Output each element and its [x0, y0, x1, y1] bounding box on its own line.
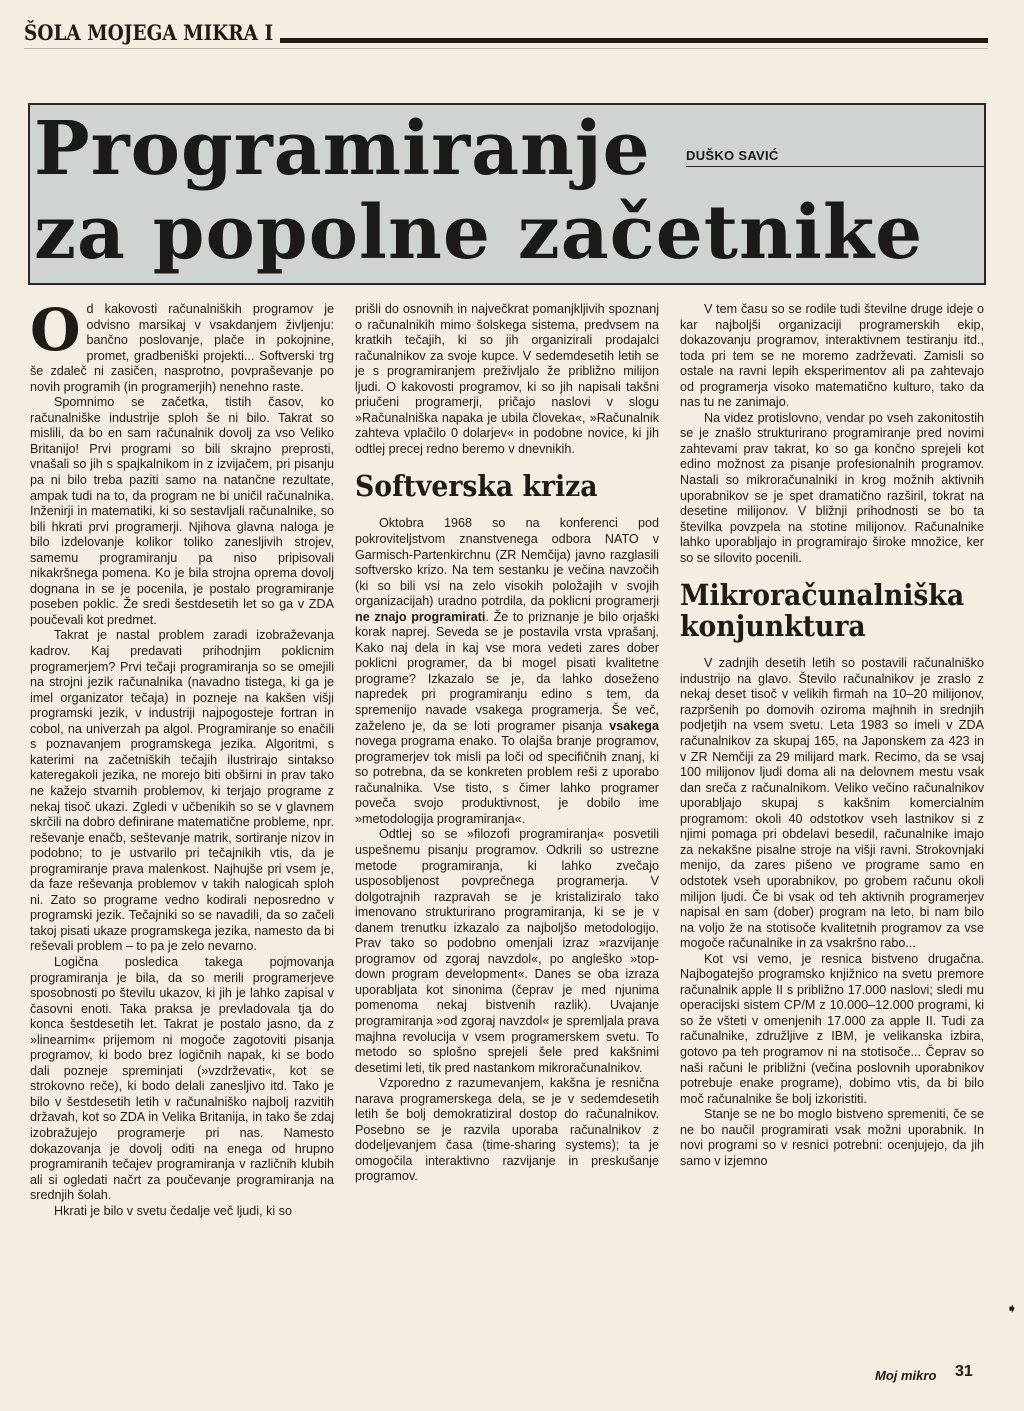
section-heading: Mikroračunalniška konjunktura: [680, 578, 965, 644]
emphasis: ne znajo programirati: [355, 609, 486, 624]
paragraph: Hkrati je bilo v svetu čedalje več ljudi, ki so: [54, 1203, 292, 1218]
column-2: [355, 302, 659, 1185]
series-title: ŠOLA MOJEGA MIKRA I: [24, 20, 274, 45]
paragraph: Logična posledica takega pojmovanja programiranja je bila, da so merili programerjeve sposobnosti po številu ukazov, ki jih je lahko zapisal v časovni enoti. Taka praksa je prevladovala tja do konca šestdesetih let. Takrat je postalo jasno, da z »linearnim« prijemom ni mogoče zagotoviti pisanja programov, ki bodo brez logičnih napak, ki se bodo dali pozneje spreminjati (»vzdrževati«, kot se strokovno reče), ki bodo delali zanesljivo itd. Tako je bilo v šestdesetih letih v računalniško najbolj razvitih državah, kot so ZDA in Velika Britanija, in tako še zdaj izobražujejo programerje pri nas. Namesto dokazovanja je dovolj oditi na enega od hrupno programiranih tečajev programiranja v različnih klubih ali si ogledati načrt za poučevanje programiranja na srednjih šolah.: [30, 954, 334, 1203]
paragraph-text: novega programa enako. To olajša branje programov, programerjev tok misli pa loči od specifičnih znanj, ki so potrebna, da se konkreten problem reši z uporabo računalnika. Vse tisto, s čimer lahko programer poveča svojo produktivnost, je dobilo ime »metodologija programiranja«.: [355, 734, 659, 826]
paragraph-text: d kakovosti računalniških programov je odvisno marsikaj v vsakdanjem življenju: bančno poslovanje, plače in pokojnine, promet, gradbeniški projekti... Softverski trg še zdaleč ni zasičen, nasprotno, povpraševanje po novih programih (in programerjih) nenehno raste.: [30, 302, 334, 394]
continue-arrow-icon: ➧: [1006, 1300, 1018, 1316]
paragraph: Vzporedno z razumevanjem, kakšna je resnična narava programerskega dela, se je v sedemdesetih letih še bolj demokratiziral dostop do računalnikov. Posebno se je razvila uporaba računalnikov z dodeljevanjem časa (time-sharing systems); ta je omogočila interaktivno razvijanje in preskušanje programov.: [355, 1076, 659, 1184]
author-rule: [686, 166, 986, 167]
paragraph-text: Oktobra 1968 so na konferenci pod pokroviteljstvom znanstvenega odbora NATO v Garmisch-Partenkirchnu (ZR Nemčija) javno razglasili softversko krizo. Na tem sestanku je večina navzočih (ki so bili vsi na zelo visokih položajih v svojih organizacijah) uradno potrdila, da poklicni programerji: [355, 516, 659, 609]
paragraph: Kot vsi vemo, je resnica bistveno drugačna. Najbogatejšo programsko knjižnico na svetu premore računalnik apple II s približno 17.000 naslovi; sledi mu operacijski sistem CP/M z 10.000–12.000 programi, ki so že všteti v omenjenih 17.000 za apple II. Tudi za računalnike, združljive z IBM, je velikanska izbira, gotovo pa teh programov ni na stotisoče... Čeprav so naši računi le približni (večina poslovnih uporabnikov potrebuje enake programe), dobimo vtis, da bi bilo moč računalnike še bolj izkoristiti.: [680, 951, 984, 1106]
paragraph: prišli do osnovnih in največkrat pomanjkljivih spoznanj o računalnikih mimo šolskega sistema, predvsem na kratkih tečajih, ki so jih organizirali prodajalci računalnikov za svoje kupce. V sedemdesetih letih se je s programiranjem preživljalo že približno milijon ljudi. O kakovosti programov, ki so jih napisali takšni priučeni programerji, pričajo naslovi v slogu »Računalniška napaka je ubila človeka«, »Računalnik zahteva vplačilo 0 dolarjev« in podobne novice, ki jih odtlej precej redno beremo v dnevnikih.: [355, 302, 659, 456]
paragraph: Stanje se ne bo moglo bistveno spremeniti, če se ne bo naučil programirati vsak možni uporabnik. In novi programi so v resnici potrebni: ocenjujejo, da jih samo v izjemno: [680, 1107, 984, 1168]
paragraph: V tem času so se rodile tudi številne druge ideje o kar najboljši organizaciji programerskih ekip, dokazovanju programov, interaktivnem testiranju itd., toda pri tem se ne moremo zadrževati. Zamisli so ostale na ravni lepih eksperimentov ali pa zahtevajo od programerja visoko matematično kulturo, tako da nas tu ne zanimajo.: [680, 302, 984, 410]
drop-cap: O: [30, 296, 81, 364]
paragraph: Spomnimo se začetka, tistih časov, ko računalniške industrije sploh še ni bilo. Takrat so mislili, da bo en sam računalnik dovolj za vso Veliko Britanijo! Prvi programi so bili skrajno preprosti, vnašali so jih s spajkalnikom in z izvijačem, pri pisanju pa ni bilo treba paziti samo na natančne rezultate, ampak tudi na to, da program ne bi uničil računalnika. Inženirji in matematiki, ki so sestavljali računalnike, so bili hkrati prvi programerji. Njihova glavna naloga je bilo izdelovanje kolikor toliko zanesljivih strojev, samemu programiranju pa niso pripisovali nikakršnega pomena. Ko je bila strojna oprema dovolj dognana in se je pocenila, je postalo programiranje poseben poklic. Že sredi šestdesetih let so ga v ZDA poučevali kot predmet.: [30, 395, 334, 627]
column-1: [30, 296, 334, 1219]
paragraph-text: . Že to priznanje je bilo orjaški korak naprej. Seveda se je postavila vrsta vprašanj. Kako naj dela in kaj vse mora vedeti zares dober poklicni programer, da bi mogel pisati kvalitetne programe? Izkazalo se je, da lahko doseženo napredek pri programiranju edino s tem, da spremenijo navade vsakega programerja. Še več, zaželeno je, da se loti programer pisanja: [355, 609, 659, 733]
emphasis: vsakega: [609, 718, 659, 733]
paragraph: [355, 516, 659, 827]
paragraph: V zadnjih desetih letih so postavili računalniško industrijo na glavo. Število računalnikov je zraslo z nekaj deset tisoč v velikih firmah na 10–20 milijonov, razpršenih po domovih oziroma majhnih in srednjih podjetjih na vsem svetu. Leta 1983 so imeli v ZDA računalnikov za skupaj 165, na Japonskem za 423 in v ZR Nemčiji za 29 milijard mark. Recimo, da se vsaj 100 milijonov ljudi doma ali na delovnem mestu vsak dan sreča z računalnikom. Veliko večino računalnikov uporabljajo skupaj s kakšnim komercialnim programom: okoli 40 odstotkov vseh lastnikov si z njimi pomaga pri obdelavi besedil, računalnike imajo za nekakšne pisalne stroje na višji ravni. Strokovnjaki menijo, da zares pišeno ve programe samo en odstotek vseh uporabnikov, po grobem računu okoli milijon ljudi. Če bi vsak od teh aktivnih programerjev napisal en sam (dober) program na leto, bi nam bilo na voljo že na stotisoče kvalitetnih programov za vse mogoče računalnike in za vsakršno rabo...: [680, 656, 984, 951]
paragraph: Takrat je nastal problem zaradi izobraževanja kadrov. Kaj predavati prihodnjim poklicnim programerjem? Prvi tečaji programiranja so se omejili na strojni jezik računalnika (navadno tistega, ki ga je imel organizator tečaja) in pozneje na kakšen višji programski jezik, v industriji najpogosteje fortran in cobol, na univerzah pa algol. Programiranje so enačili s poznavanjem programskega jezika. Algoritmi, s katerimi na začetniških tečajih ilustrirajo sintakso kateregakoli jezika, ne morejo biti obširni in prav tako ne kažejo stvarnih problemov, ki terjajo programe z nekaj tisoč ukazi. Zgledi v učbenikih so se v glavnem skrčili na dobro definirane matematične probleme, npr. reševanje enačb, seštevanje matrik, sortiranje nizov in podobno; to je ustvarilo pri tečajnikih vtis, da je programiranje prava malenkost. Najhujše pri vsem je, da faze reševanja problemov v takih nalogicah sploh ni. Zato so programe vedno kodirali neposredno v programski jezik. Tečajniki so se navadili, da so začeli takoj pisati ukaze programskega jezika, namesto da bi reševali problem – to pa je zelo nevarno.: [30, 628, 334, 954]
article-title-line2: za popolne začetnike: [34, 190, 924, 276]
header-thin-rule: [24, 48, 988, 49]
author-name: DUŠKO SAVIĆ: [686, 148, 779, 163]
paragraph: Odtlej so se »filozofi programiranja« posvetili uspešnemu pisanju programov. Odkrili so ustrezne metode programiranja, ki lahko zvečajo usposobljenost povprečnega programerja. V dolgotrajnih razpravah se je kristaliziralo tako imenovano strukturirano programiranja, ki se je v danem trenutku izkazalo za najboljšo metodologijo. Prav tako so podobno omenjali izraz »razvijanje programov od zgoraj navzdol«, po angleško »top-down program development«. Danes se oba izraza uporabljata kot sinonima (čeprav je med njunima pomenoma nekaj bistvenih razlik). Uvajanje programiranja »od zgoraj navzdol« je spremljala prava majhna revolucija v vsem programerskem svetu. To metodo so splošno sprejeli šele pred kakšnimi desetimi leti, tik pred nastankom mikroračunalnikov.: [355, 827, 659, 1075]
section-heading: Softverska kriza: [355, 469, 598, 504]
paragraph: [30, 296, 334, 395]
magazine-name: Moj mikro: [875, 1368, 937, 1383]
page-number: 31: [955, 1363, 973, 1380]
article-title-line1: Programiranje: [34, 106, 651, 192]
paragraph: Na videz protislovno, vendar po vseh zakonitostih se je znašlo strukturirano programiranje pred novimi zahtevami prav takrat, ko so ga končno sprejeli kot edino možnost za pisanje profesionalnih programov. Nastali so mikroračunalniki in krog možnih aktivnih uporabnikov se je spet dramatično razširil, tokrat na desetine milijonov. V bližnji prihodnosti se bo ta številka povzpela na stotine milijonov. Računalnike lahko uporabljajo in programirajo široke množice, ker so se silovito pocenili.: [680, 410, 984, 565]
column-3: [680, 302, 984, 1169]
header-rule: [280, 38, 988, 43]
